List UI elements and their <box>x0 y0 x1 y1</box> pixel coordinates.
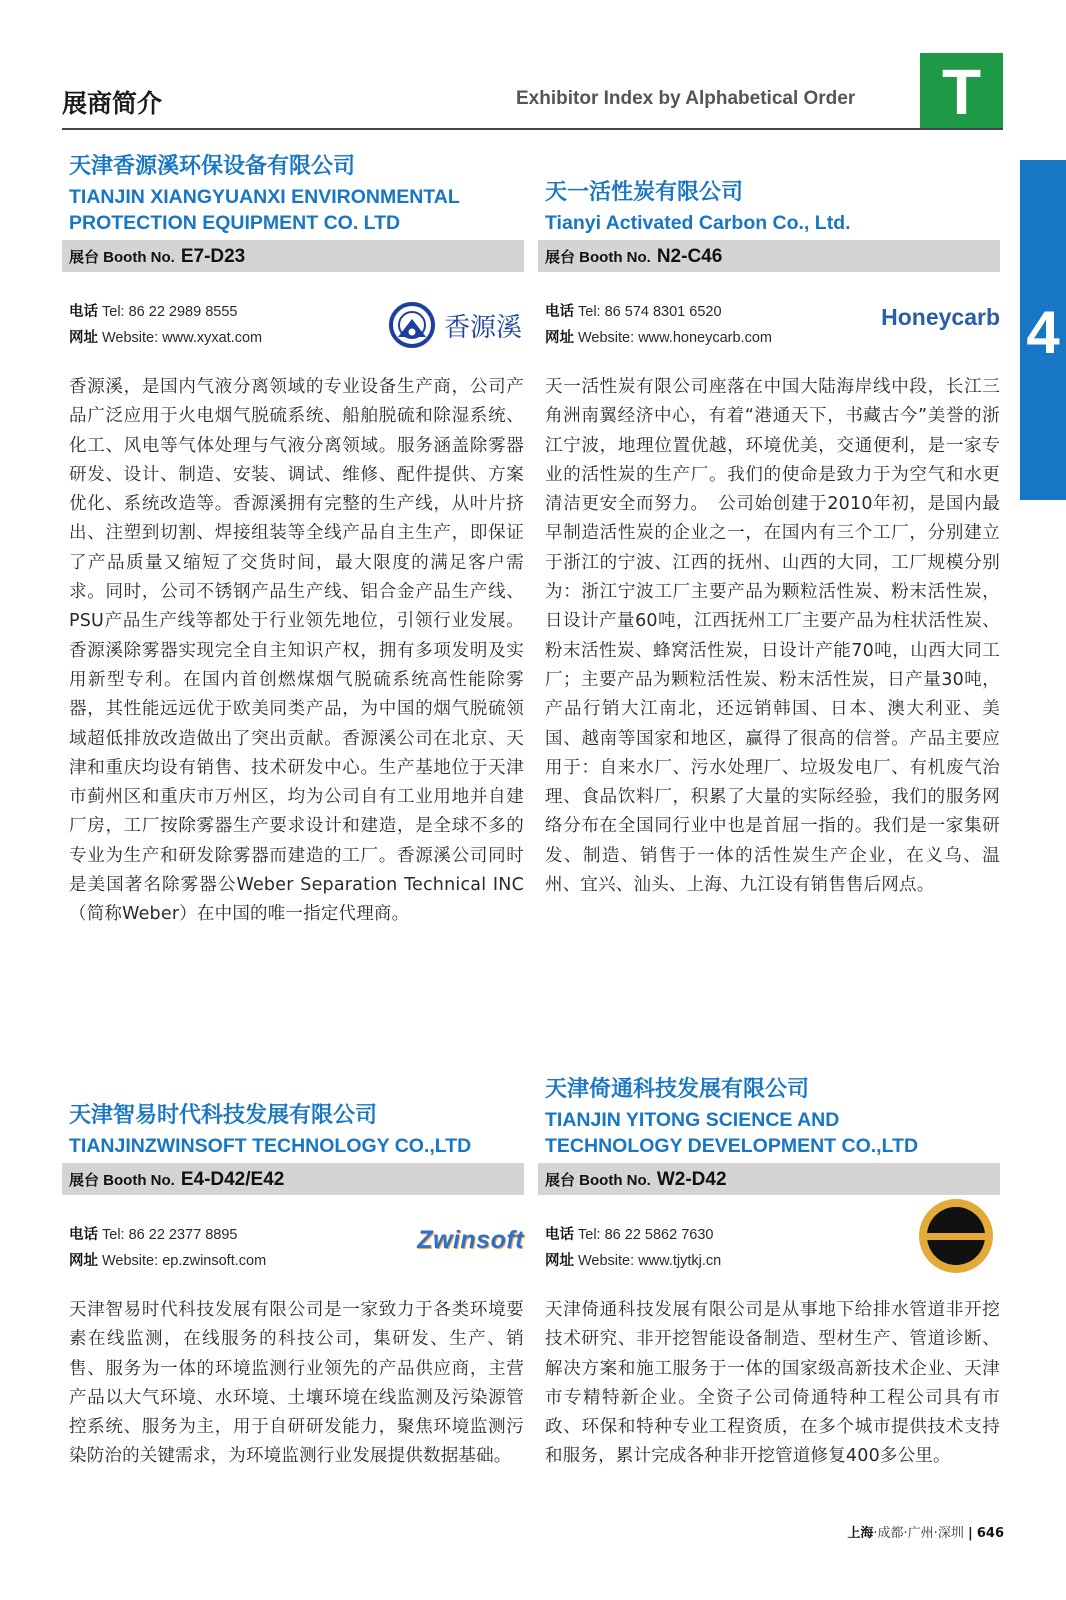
footer-city-main: 上海 <box>847 1526 874 1541</box>
exhibitor-description: 天津智易时代科技发展有限公司是一家致力于各类环境要素在线监测，在线服务的科技公司，集研发、生产、销售、服务为一体的环境监测行业领先的产品供应商，主营产品以大气环境、水环境、土壤环境在线监测及污染源管控系统、服务为主，用于自研研发能力，聚焦环境监测污染防治的关键需求，为环境监测行业发展提供数据基础。 <box>69 1300 524 1467</box>
tel-label-en: Tel: <box>578 1227 601 1243</box>
exhibitor-name-en: TIANJINZWINSOFT TECHNOLOGY CO.,LTD <box>69 1135 472 1157</box>
index-title: Exhibitor Index by Alphabetical Order <box>516 88 856 109</box>
zwinsoft-logo: Zwinsoft <box>417 1226 524 1254</box>
exhibitor-entry-yitong <box>538 1075 1000 1472</box>
website-label-en: Website: <box>578 330 635 346</box>
xiangyuanxi-emblem-icon <box>388 301 436 349</box>
exhibitor-name-cn: 天津香源溪环保设备有限公司 <box>69 154 356 179</box>
booth-number: W2-D42 <box>656 1169 727 1190</box>
header-divider <box>62 128 1003 130</box>
tel-label-en: Tel: <box>102 304 125 320</box>
exhibitor-name-cn: 天津倚通科技发展有限公司 <box>545 1077 810 1102</box>
booth-number: E7-D23 <box>180 246 246 267</box>
logo-wordmark: 香源溪 <box>444 313 523 343</box>
booth-number: E4-D42/E42 <box>180 1169 285 1190</box>
footer-cities: ·成都·广州·深圳 <box>873 1526 964 1541</box>
footer-separator: | <box>967 1526 973 1541</box>
booth-label: 展台 Booth No. <box>69 1172 175 1189</box>
tel-value: 86 22 2377 8895 <box>128 1227 238 1243</box>
booth-bar <box>538 240 1000 272</box>
exhibitor-entry-tianyi <box>538 178 1000 900</box>
exhibitor-name-en: Tianyi Activated Carbon Co., Ltd. <box>545 212 851 234</box>
tel-label-en: Tel: <box>578 304 601 320</box>
exhibitor-name-en: TIANJIN YITONG SCIENCE AND TECHNOLOGY DEVELOPMENT CO.,LTD <box>545 1109 919 1157</box>
booth-bar <box>62 1163 524 1195</box>
contact-block <box>538 299 1000 351</box>
xiangyuanxi-logo <box>388 301 524 351</box>
booth-bar <box>62 240 524 272</box>
tel-value: 86 574 8301 6520 <box>604 304 722 320</box>
chapter-number: 4 <box>1026 299 1060 366</box>
website-label-cn: 网址 <box>545 330 574 346</box>
tel-label-cn: 电话 <box>545 1227 574 1243</box>
page-number: 646 <box>976 1526 1004 1541</box>
website-label-en: Website: <box>578 1253 635 1269</box>
website-label-cn: 网址 <box>69 1253 98 1269</box>
booth-label: 展台 Booth No. <box>545 249 651 266</box>
yitong-emblem-icon <box>918 1198 994 1274</box>
contact-block <box>62 299 524 351</box>
exhibitor-description: 天津倚通科技发展有限公司是从事地下给排水管道非开挖技术研究、非开挖智能设备制造、型材生产、管道诊断、解决方案和施工服务于一体的国家级高新技术企业、天津市专精特新企业。全资子公司倚通特种工程公司具有市政、环保和特种专业工程资质，在多个城市提供技术支持和服务，累计完成各种非开挖管道修复400多公里。 <box>545 1300 1000 1467</box>
booth-label: 展台 Booth No. <box>545 1172 651 1189</box>
booth-number: N2-C46 <box>656 246 723 267</box>
page-section-title: 展商简介 <box>62 89 163 118</box>
exhibitor-entry-xiangyuanxi <box>62 152 524 930</box>
tel-value: 86 22 2989 8555 <box>128 304 238 320</box>
exhibitor-entry-zwinsoft <box>62 1101 524 1472</box>
honeycarb-logo: Honeycarb <box>881 304 1000 330</box>
website-label-cn: 网址 <box>545 1253 574 1269</box>
website-label-en: Website: <box>102 1253 159 1269</box>
tel-label-cn: 电话 <box>69 1227 98 1243</box>
tel-value: 86 22 5862 7630 <box>604 1227 714 1243</box>
chapter-tab <box>1020 160 1066 500</box>
website-label-cn: 网址 <box>69 330 98 346</box>
website-link[interactable]: www.tjytkj.cn <box>638 1253 722 1269</box>
exhibitor-description: 香源溪，是国内气液分离领域的专业设备生产商，公司产品广泛应用于火电烟气脱硫系统、船舶脱硫和除湿系统、化工、风电等气体处理与气液分离领域。服务涵盖除雾器研发、设计、制造、安装、调试、维修、配件提供、方案优化、系统改造等。香源溪拥有完整的生产线，从叶片挤出、注塑到切割、焊接组装等全线产品自主生产，即保证了产品质量又缩短了交货时间，最大限度的满足客户需求。同时，公司不锈钢产品生产线、铝合金产品生产线、PSU产品生产线等都处于行业领先地位，引领行业发展。香源溪除雾器实现完全自主知识产权，拥有多项发明及实用新型专利。在国内首创燃煤烟气脱硫系统高性能除雾器，其性能远远优于欧美同类产品，为中国的烟气脱硫领域超低排放改造做出了突出贡献。香源溪公司在北京、天津和重庆均设有销售、技术研发中心。生产基地位于天津市蓟州区和重庆市万州区，均为公司自有工业用地并自建厂房，工厂按除雾器生产要求设计和建造，是全球不多的专业为生产和研发除雾器而建造的工厂。香源溪公司同时是美国著名除雾器公Weber Separation Technical INC（简称Weber）在中国的唯一指定代理商。 <box>69 377 524 925</box>
yitong-logo <box>918 1198 994 1278</box>
contact-block <box>62 1222 524 1274</box>
tel-label-en: Tel: <box>102 1227 125 1243</box>
booth-label: 展台 Booth No. <box>69 249 175 266</box>
tel-label-cn: 电话 <box>69 304 98 320</box>
website-link[interactable]: ep.zwinsoft.com <box>162 1253 267 1269</box>
website-label-en: Website: <box>102 330 159 346</box>
exhibitor-name-en: TIANJIN XIANGYUANXI ENVIRONMENTAL PROTECTION EQUIPMENT CO. LTD <box>69 186 460 234</box>
exhibitor-description: 天一活性炭有限公司座落在中国大陆海岸线中段，长江三角洲南翼经济中心，有着“港通天下，书藏古今”美誉的浙江宁波，地理位置优越，环境优美，交通便利，是一家专业的活性炭的生产厂。我们的使命是致力于为空气和水更清洁更安全而努力。 公司始创建于2010年初，是国内最早制造活性炭的企业之一，在国内有三个工厂，分别建立于浙江的宁波、江西的抚州、山西的大同，工厂规模分别为：浙江宁波工厂主要产品为颗粒活性炭、粉末活性炭，日设计产量60吨，江西抚州工厂主要产品为柱状活性炭、粉末活性炭、蜂窝活性炭，日设计产能70吨，山西大同工厂；主要产品为颗粒活性炭、粉末活性炭，日产量30吨，产品行销大江南北，还远销韩国、日本、澳大利亚、美国、越南等国家和地区，赢得了很高的信誉。产品主要应用于：自来水厂、污水处理厂、垃圾发电厂、有机废气治理、食品饮料厂，积累了大量的实际经验，我们的服务网络分布在全国同行业中也是首屈一指的。我们是一家集研发、制造、销售于一体的活性炭生产企业，在义乌、温州、宜兴、汕头、上海、九江设有销售售后网点。 <box>545 377 1000 896</box>
page-footer <box>847 1522 1004 1541</box>
website-link[interactable]: www.honeycarb.com <box>638 330 772 346</box>
tel-label-cn: 电话 <box>545 304 574 320</box>
contact-block <box>538 1222 1000 1274</box>
letter-badge: T <box>920 53 1003 129</box>
booth-bar <box>538 1163 1000 1195</box>
exhibitor-name-cn: 天一活性炭有限公司 <box>545 180 744 205</box>
website-link[interactable]: www.xyxat.com <box>162 330 263 346</box>
exhibitor-name-cn: 天津智易时代科技发展有限公司 <box>69 1103 378 1128</box>
